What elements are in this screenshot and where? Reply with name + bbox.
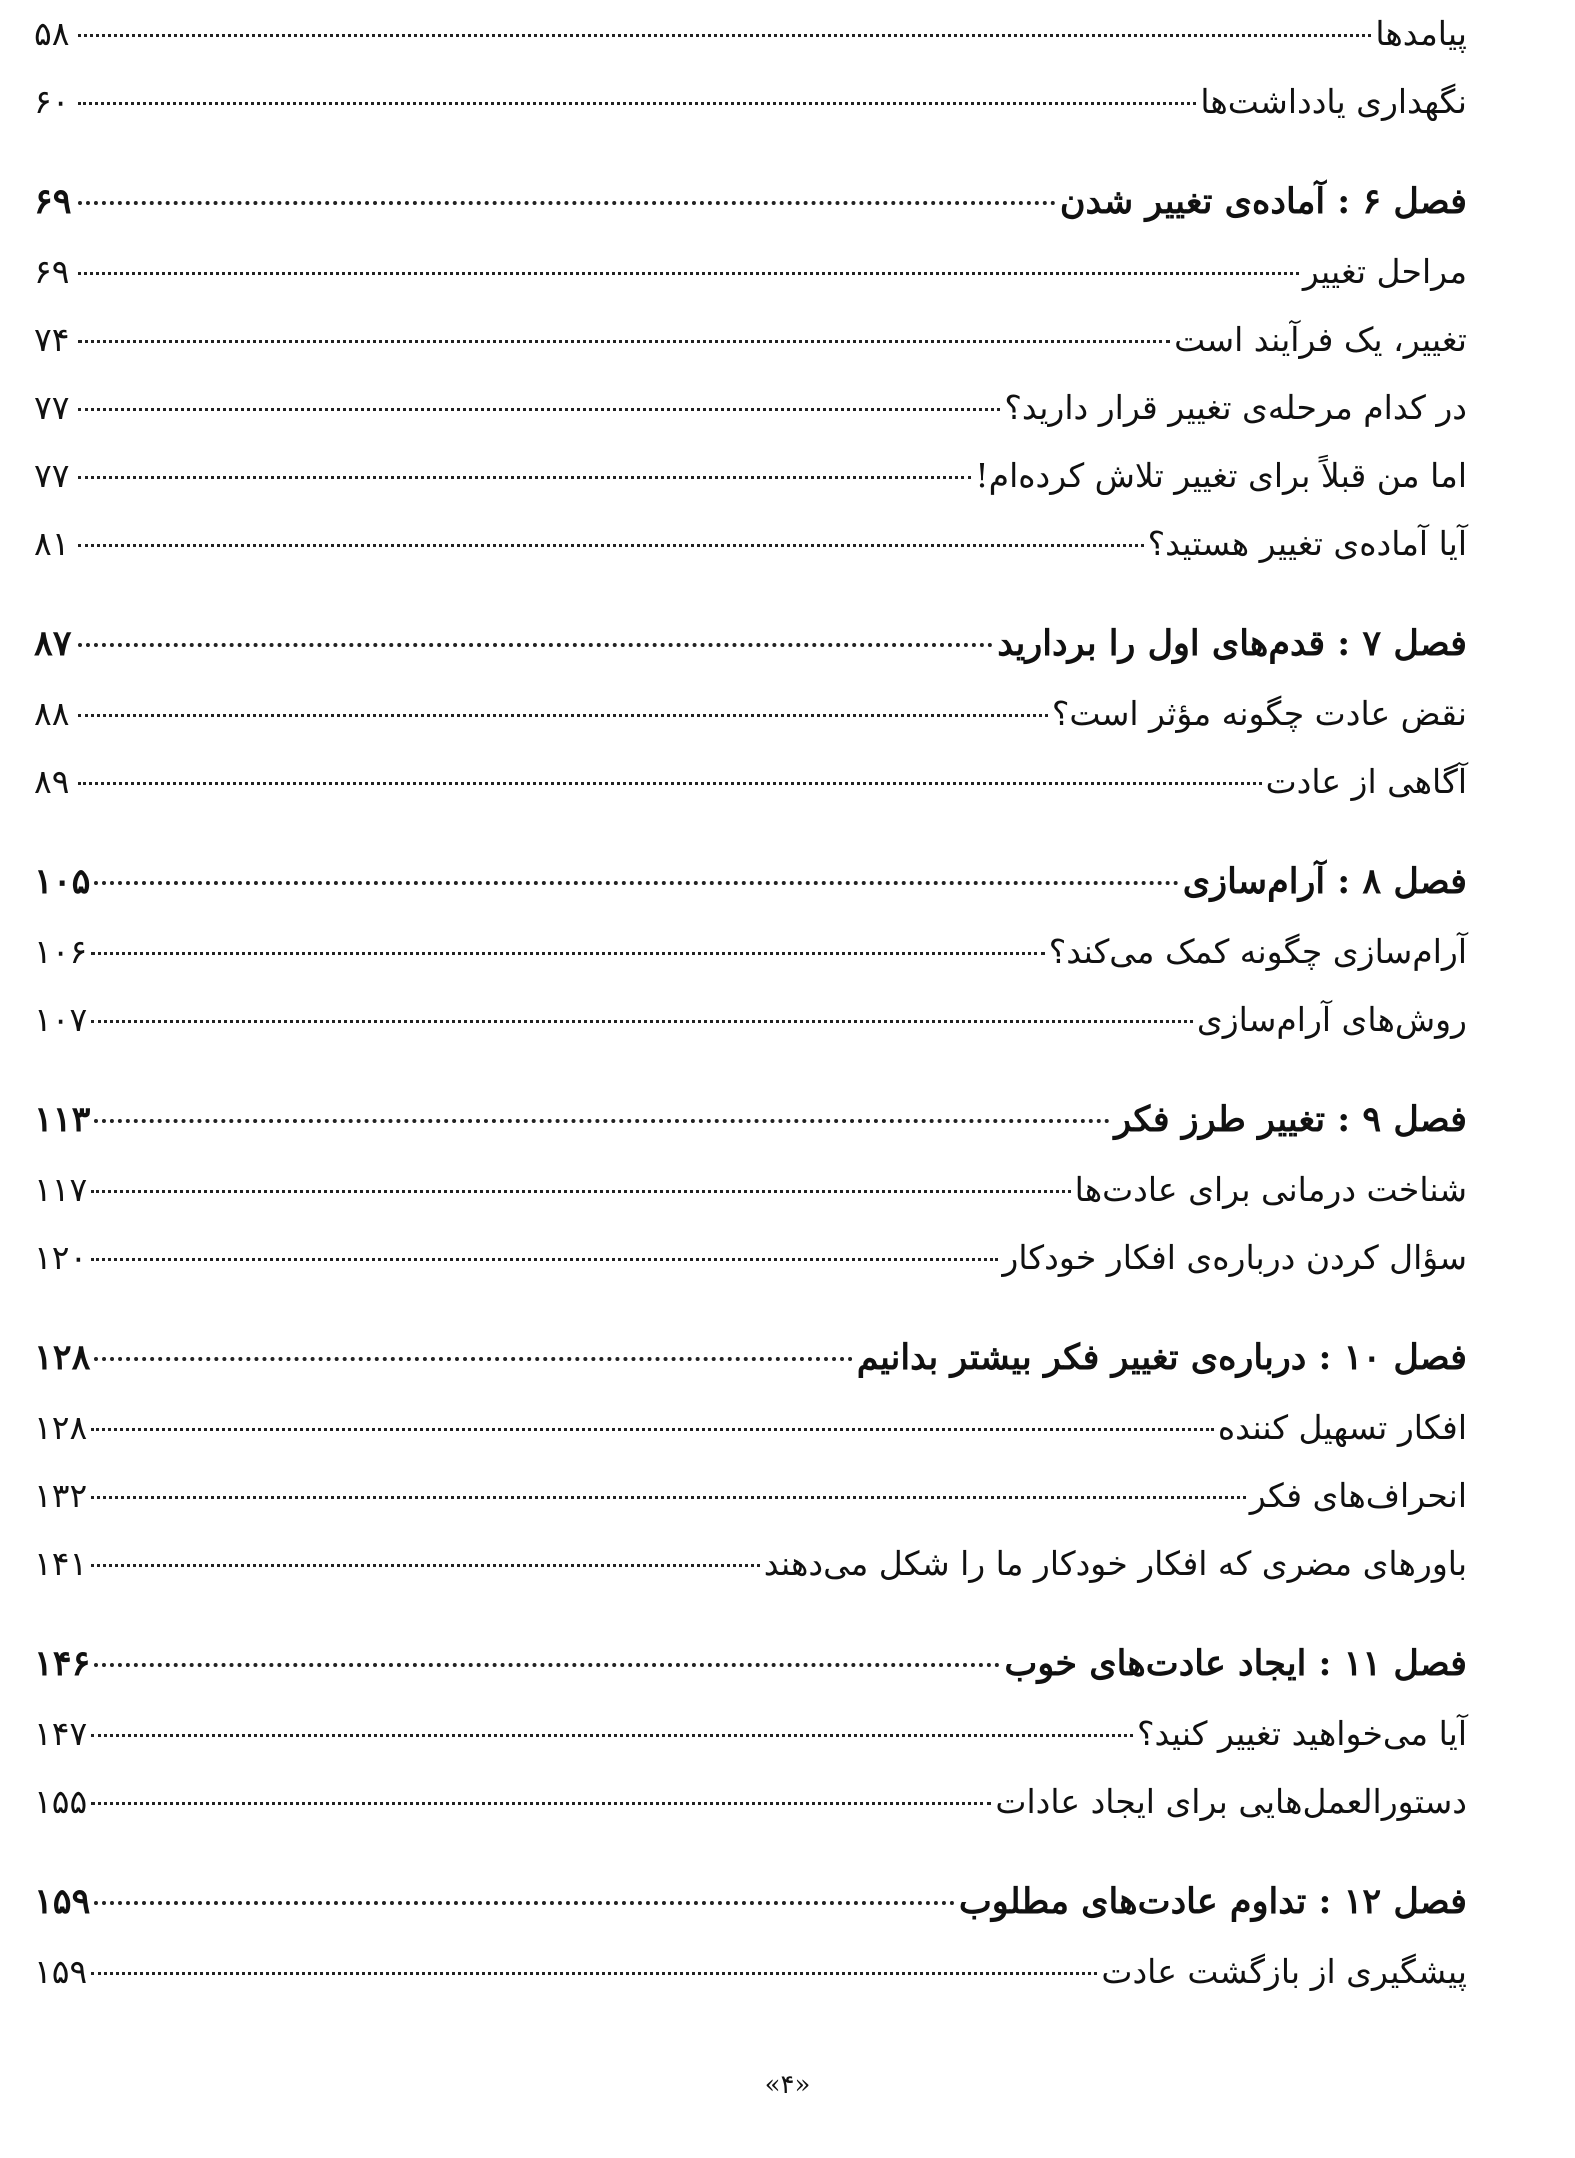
page-ref: ۶۹ xyxy=(34,181,72,222)
dot-leader xyxy=(91,1496,1246,1499)
table-of-contents xyxy=(34,0,1467,2006)
section-title: پیامدها xyxy=(1375,14,1467,53)
toc-section-entry xyxy=(34,1462,1467,1530)
dot-leader xyxy=(78,714,1048,717)
page-ref: ۷۴ xyxy=(34,320,70,359)
page-ref: ۱۲۸ xyxy=(34,1408,88,1447)
section-gap xyxy=(34,816,1467,846)
toc-chapter-entry xyxy=(34,166,1467,238)
dot-leader xyxy=(78,408,1000,411)
dot-leader xyxy=(91,1564,760,1567)
section-title: نگهداری یادداشت‌ها xyxy=(1200,82,1467,121)
dot-leader xyxy=(78,201,1056,205)
section-gap xyxy=(34,578,1467,608)
page-ref: ۸۹ xyxy=(34,762,70,801)
toc-section-entry xyxy=(34,374,1467,442)
page-number: «۴» xyxy=(764,2070,811,2100)
dot-leader xyxy=(94,1901,954,1905)
dot-leader xyxy=(94,1119,1110,1123)
page-ref: ۱۵۹ xyxy=(34,1881,91,1922)
section-gap xyxy=(34,1292,1467,1322)
chapter-title: فصل ۶ : آماده‌ی تغییر شدن xyxy=(1059,181,1467,222)
chapter-title: فصل ۷ : قدم‌های اول را بردارید xyxy=(997,623,1467,664)
dot-leader xyxy=(91,1972,1097,1975)
section-title: دستورالعمل‌هایی برای ایجاد عادات xyxy=(995,1782,1467,1821)
toc-section-entry xyxy=(34,1530,1467,1598)
toc-section-entry xyxy=(34,510,1467,578)
toc-chapter-entry xyxy=(34,1084,1467,1156)
page-ref: ۱۲۰ xyxy=(34,1238,88,1277)
section-title: افکار تسهیل کننده xyxy=(1217,1408,1467,1447)
toc-section-entry xyxy=(34,1938,1467,2006)
dot-leader xyxy=(91,1190,1070,1193)
toc-section-entry xyxy=(34,918,1467,986)
toc-section-entry xyxy=(34,680,1467,748)
section-title: باورهای مضری که افکار خودکار ما را شکل می‌دهند xyxy=(763,1544,1467,1583)
section-title: سؤال کردن درباره‌ی افکار خودکار xyxy=(1002,1238,1467,1277)
dot-leader xyxy=(78,782,1262,785)
section-title: نقض عادت چگونه مؤثر است؟ xyxy=(1051,694,1467,733)
page-ref: ۱۰۶ xyxy=(34,932,88,971)
page-ref: ۱۰۷ xyxy=(34,1000,88,1039)
toc-section-entry xyxy=(34,306,1467,374)
page-ref: ۱۱۷ xyxy=(34,1170,88,1209)
page-ref: ۱۵۵ xyxy=(34,1782,88,1821)
section-title: آیا آماده‌ی تغییر هستید؟ xyxy=(1147,524,1467,563)
chapter-title: فصل ۱۱ : ایجاد عادت‌های خوب xyxy=(1004,1643,1467,1684)
section-title: اما من قبلاً برای تغییر تلاش کرده‌ام! xyxy=(975,456,1467,495)
section-title: روش‌های آرام‌سازی xyxy=(1196,1000,1467,1039)
toc-section-entry xyxy=(34,1156,1467,1224)
toc-section-entry xyxy=(34,1224,1467,1292)
section-title: تغییر، یک فرآیند است xyxy=(1174,320,1467,359)
toc-chapter-entry xyxy=(34,1322,1467,1394)
chapter-title: فصل ۱۰ : درباره‌ی تغییر فکر بیشتر بدانیم xyxy=(856,1337,1467,1378)
toc-section-entry xyxy=(34,238,1467,306)
chapter-title: فصل ۹ : تغییر طرز فکر xyxy=(1114,1099,1467,1140)
dot-leader xyxy=(91,1734,1133,1737)
page-ref: ۱۳۲ xyxy=(34,1476,88,1515)
page-ref: ۸۷ xyxy=(34,623,72,664)
dot-leader xyxy=(94,881,1178,885)
toc-section-entry xyxy=(34,986,1467,1054)
section-gap xyxy=(34,1836,1467,1866)
chapter-title: فصل ۸ : آرام‌سازی xyxy=(1182,861,1467,902)
page-ref: ۱۱۳ xyxy=(34,1099,91,1140)
dot-leader xyxy=(91,1802,991,1805)
section-title: آیا می‌خواهید تغییر کنید؟ xyxy=(1136,1714,1467,1753)
page-ref: ۷۷ xyxy=(34,456,70,495)
page-ref: ۱۰۵ xyxy=(34,861,91,902)
dot-leader xyxy=(78,340,1170,343)
toc-chapter-entry xyxy=(34,1628,1467,1700)
section-title: پیشگیری از بازگشت عادت xyxy=(1101,1952,1467,1991)
toc-section-entry xyxy=(34,1768,1467,1836)
section-gap xyxy=(34,136,1467,166)
page-ref: ۶۹ xyxy=(34,252,70,291)
dot-leader xyxy=(78,102,1196,105)
toc-section-entry xyxy=(34,0,1467,68)
page-ref: ۸۱ xyxy=(34,524,70,563)
section-title: مراحل تغییر xyxy=(1302,252,1467,291)
toc-section-entry xyxy=(34,1394,1467,1462)
section-title: انحراف‌های فکر xyxy=(1249,1476,1467,1515)
dot-leader xyxy=(94,1357,852,1361)
dot-leader xyxy=(78,643,993,647)
toc-chapter-entry xyxy=(34,608,1467,680)
page-ref: ۱۴۶ xyxy=(34,1643,91,1684)
toc-section-entry xyxy=(34,1700,1467,1768)
toc-chapter-entry xyxy=(34,1866,1467,1938)
page-ref: ۵۸ xyxy=(34,14,70,53)
section-title: آرام‌سازی چگونه کمک می‌کند؟ xyxy=(1048,932,1467,971)
dot-leader xyxy=(91,1428,1214,1431)
dot-leader xyxy=(91,1258,998,1261)
page-ref: ۱۴۷ xyxy=(34,1714,88,1753)
toc-section-entry xyxy=(34,442,1467,510)
section-title: شناخت درمانی برای عادت‌ها xyxy=(1074,1170,1467,1209)
toc-chapter-entry xyxy=(34,846,1467,918)
dot-leader xyxy=(91,952,1045,955)
dot-leader xyxy=(91,1020,1193,1023)
section-gap xyxy=(34,1054,1467,1084)
page-ref: ۷۷ xyxy=(34,388,70,427)
page-ref: ۸۸ xyxy=(34,694,70,733)
section-title: در کدام مرحله‌ی تغییر قرار دارید؟ xyxy=(1004,388,1467,427)
toc-section-entry xyxy=(34,68,1467,136)
section-title: آگاهی از عادت xyxy=(1265,762,1467,801)
dot-leader xyxy=(78,544,1144,547)
dot-leader xyxy=(78,272,1299,275)
page-ref: ۱۲۸ xyxy=(34,1337,91,1378)
toc-section-entry xyxy=(34,748,1467,816)
section-gap xyxy=(34,1598,1467,1628)
dot-leader xyxy=(78,476,971,479)
page-ref: ۶۰ xyxy=(34,82,70,121)
dot-leader xyxy=(78,34,1371,37)
dot-leader xyxy=(94,1663,1000,1667)
page-ref: ۱۴۱ xyxy=(34,1544,88,1583)
chapter-title: فصل ۱۲ : تداوم عادت‌های مطلوب xyxy=(958,1881,1467,1922)
page-ref: ۱۵۹ xyxy=(34,1952,88,1991)
